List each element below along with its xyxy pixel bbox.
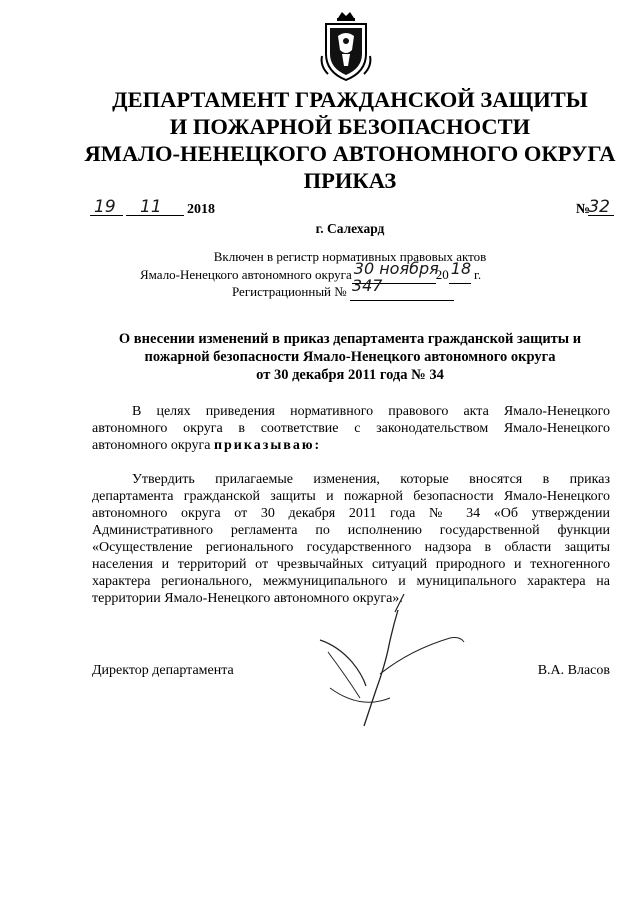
coat-of-arms-emblem — [318, 10, 374, 82]
day-underline — [90, 215, 123, 216]
document-type-title: ПРИКАЗ — [303, 168, 397, 193]
header-line-1: ДЕПАРТАМЕНТ ГРАЖДАНСКОЙ ЗАЩИТЫ — [112, 87, 588, 112]
preamble-line-1: В целях приведения нормативного правового акта Ямало-Ненецкого — [132, 404, 610, 419]
order-day: 19 — [94, 197, 116, 217]
preamble-line-3 — [92, 437, 610, 454]
registry-year-suffix: г. — [474, 267, 482, 282]
operative-line-1: Утвердить прилагаемые изменения, которые вносятся в приказ — [132, 472, 610, 487]
handwritten-signature — [300, 590, 480, 740]
operative-line-6: населения и территорий от чрезвычайных ситуаций природного и техногенного — [92, 557, 610, 572]
registry-year: 18 — [450, 259, 472, 278]
registry-number: 347 — [351, 276, 383, 295]
signatory-name: В.А. Власов — [537, 663, 610, 678]
signatory-position: Директор департамента — [92, 663, 234, 678]
registry-number-label: Регистрационный № — [232, 284, 347, 299]
operative-paragraph — [92, 471, 610, 607]
registry-line-3 — [232, 276, 454, 301]
title-line-3: от 30 декабря 2011 года № 34 — [256, 367, 444, 383]
operative-line-7: характера регионального, межмуниципального и муниципального характера на — [92, 574, 610, 589]
registry-line-2 — [140, 259, 482, 284]
order-number-label: № — [575, 202, 590, 217]
month-underline — [126, 215, 184, 216]
operative-line-5: «Осуществление регионального государственного надзора в области защиты — [92, 540, 610, 555]
order-word: приказываю: — [213, 438, 322, 453]
registry-number-blank — [350, 276, 454, 301]
order-month: 11 — [140, 197, 162, 217]
title-line-1: О внесении изменений в приказ департамента гражданской защиты и — [118, 331, 582, 347]
title-line-2: пожарной безопасности Ямало-Ненецкого автономного округа — [144, 349, 556, 365]
operative-line-3: автономного округа от 30 декабря 2011 года № 34 «Об утверждении — [92, 506, 610, 521]
operative-line-2: департамента гражданской защиты и пожарной безопасности Ямало-Ненецкого — [92, 489, 610, 504]
city-name: г. Салехард — [315, 221, 385, 236]
order-number: 32 — [588, 197, 610, 217]
registry-date: 30 ноября — [353, 259, 439, 278]
registry-year-blank — [449, 259, 472, 284]
preamble-line-2: автономного округа в соответствие с законодательством Ямало-Ненецкого — [92, 421, 610, 436]
number-underline — [588, 215, 614, 216]
preamble-text: автономного округа — [92, 438, 211, 453]
preamble-paragraph — [92, 403, 610, 454]
header-line-3: ЯМАЛО-НЕНЕЦКОГО АВТОНОМНОГО ОКРУГА — [84, 141, 616, 166]
operative-line-8: территории Ямало-Ненецкого автономного округа». — [92, 591, 403, 606]
department-header — [60, 86, 640, 194]
header-line-2: И ПОЖАРНОЙ БЕЗОПАСНОСТИ — [169, 114, 531, 139]
operative-line-4: Административного регламента по исполнению государственной функции — [92, 523, 610, 538]
order-year: 2018 — [187, 202, 215, 217]
registry-region: Ямало-Ненецкого автономного округа — [140, 267, 352, 282]
registry-line-1: Включен в регистр нормативных правовых актов — [213, 249, 487, 264]
order-title — [80, 330, 620, 384]
registry-century: 20 — [435, 267, 449, 282]
